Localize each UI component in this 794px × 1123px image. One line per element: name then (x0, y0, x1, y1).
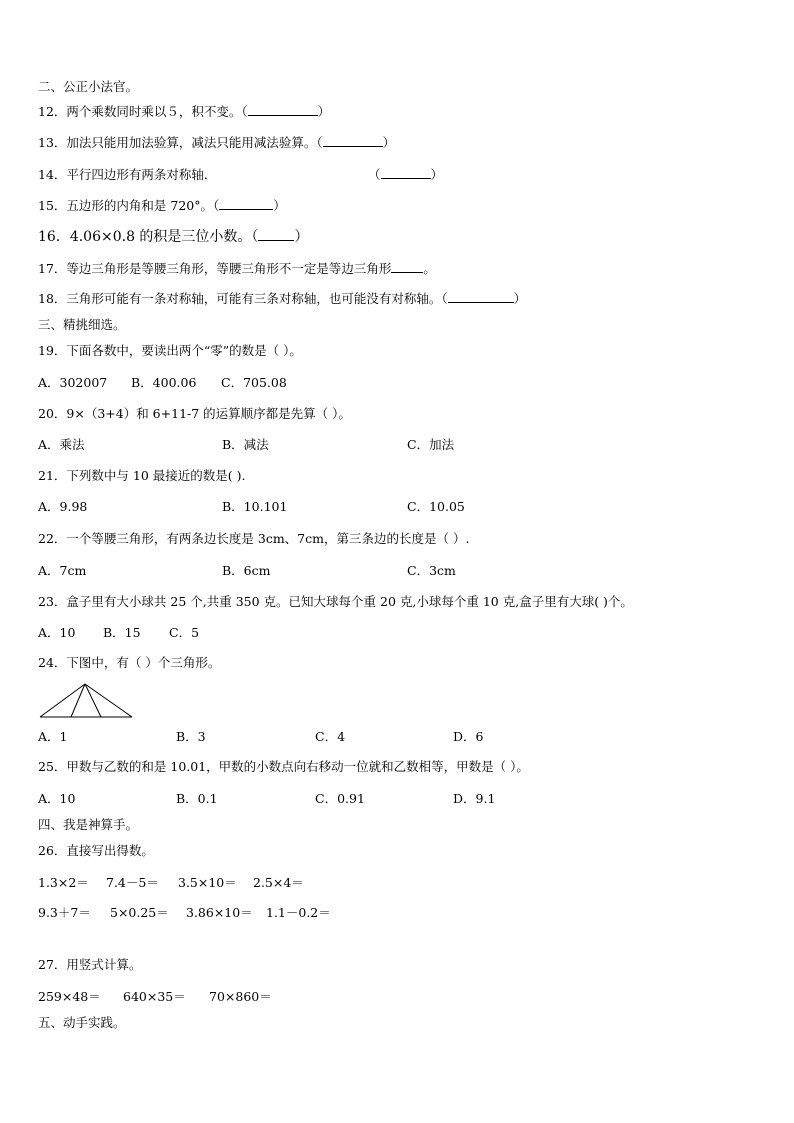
q20-option-a[interactable]: A．乘法 (38, 437, 85, 452)
question-18: 18．三角形可能有一条对称轴，可能有三条对称轴，也可能没有对称轴。（ ） (38, 291, 527, 306)
q26-expression: 5×0.25＝ (110, 905, 169, 920)
q26-expression: 9.3＋7＝ (38, 905, 91, 920)
q24-option-b[interactable]: B．3 (176, 729, 206, 744)
question-26: 26．直接写出得数。 (38, 843, 154, 858)
section-heading-judge: 二、公正小法官。 (38, 79, 139, 94)
question-17: 17．等边三角形是等腰三角形，等腰三角形不一定是等边三角形 。 (38, 261, 436, 276)
q24-option-c[interactable]: C．4 (315, 729, 346, 744)
q25-option-b[interactable]: B．0.1 (176, 791, 218, 806)
question-14: 14．平行四边形有两条对称轴． (38, 167, 217, 182)
q24-option-d[interactable]: D．6 (453, 729, 484, 744)
question-23: 23．盒子里有大小球共 25 个,共重 350 克。已知大球每个重 20 克,小球每个重 10 克,盒子里有大球( )个。 (38, 594, 633, 609)
question-12: 12．两个乘数同时乘以５，积不变。（ ） (38, 104, 331, 119)
q22-option-c[interactable]: C．3cm (407, 563, 456, 578)
q20-option-c[interactable]: C．加法 (407, 437, 455, 452)
q22-option-a[interactable]: A．7cm (38, 563, 87, 578)
question-20: 20．9×（3+4）和 6+11-7 的运算顺序都是先算（ ）。 (38, 406, 351, 421)
q26-expression: 1.3×2＝ (38, 875, 89, 890)
q21-option-c[interactable]: C．10.05 (407, 499, 465, 514)
figure-right-side (85, 684, 132, 717)
section-heading-practice: 五、动手实践。 (38, 1015, 126, 1030)
q26-expression: 3.86×10＝ (186, 905, 253, 920)
q26-expression: 7.4－5＝ (106, 875, 159, 890)
q19-option-a[interactable]: A．302007 (38, 375, 108, 390)
answer-blank[interactable] (258, 229, 294, 241)
q19-option-c[interactable]: C．705.08 (221, 375, 287, 390)
q22-option-b[interactable]: B．6cm (222, 563, 271, 578)
q27-expression: 70×860＝ (209, 989, 272, 1004)
q27-expression: 259×48＝ (38, 989, 101, 1004)
question-24: 24．下图中，有（ ）个三角形。 (38, 655, 221, 670)
q27-expression: 640×35＝ (123, 989, 186, 1004)
q21-option-a[interactable]: A．9.98 (38, 499, 88, 514)
q25-option-a[interactable]: A．10 (38, 791, 76, 806)
q23-option-c[interactable]: C．5 (169, 625, 200, 640)
question-19: 19．下面各数中，要读出两个“零”的数是（ ）。 (38, 343, 302, 358)
question-15: 15．五边形的内角和是 720°。（ ） (38, 198, 286, 213)
answer-blank[interactable] (248, 104, 318, 116)
q23-option-b[interactable]: B．15 (103, 625, 141, 640)
q23-option-a[interactable]: A．10 (38, 625, 76, 640)
question-13: 13．加法只能用加法验算，减法只能用减法验算。（ ） (38, 135, 396, 150)
q24-option-a[interactable]: A．1 (38, 729, 68, 744)
q26-expression: 3.5×10＝ (178, 875, 237, 890)
answer-blank[interactable] (448, 291, 514, 303)
answer-blank[interactable] (391, 261, 423, 273)
answer-blank[interactable] (323, 135, 383, 147)
question-16: 16．4.06×0.8 的积是三位小数。（ ） (38, 229, 309, 245)
q25-option-d[interactable]: D．9.1 (453, 791, 496, 806)
question-25: 25．甲数与乙数的和是 10.01，甲数的小数点向右移动一位就和乙数相等，甲数是（ ）。 (38, 759, 529, 774)
section-heading-calc: 四、我是神算手。 (38, 817, 139, 832)
q25-option-c[interactable]: C．0.91 (315, 791, 365, 806)
q19-option-b[interactable]: B．400.06 (131, 375, 197, 390)
q20-option-b[interactable]: B．减法 (222, 437, 269, 452)
q26-expression: 2.5×4＝ (253, 875, 304, 890)
figure-inner-line-2 (85, 684, 101, 717)
section-heading-choice: 三、精挑细选。 (38, 317, 126, 332)
q21-option-b[interactable]: B．10.101 (222, 499, 288, 514)
answer-blank[interactable] (381, 167, 431, 179)
question-22: 22．一个等腰三角形，有两条边长度是 3cm、7cm，第三条边的长度是（ ）. (38, 531, 470, 546)
question-27: 27．用竖式计算。 (38, 957, 142, 972)
q26-expression: 1.1－0.2＝ (266, 905, 331, 920)
question-14-paren: （ ） (368, 167, 444, 182)
triangle-figure (38, 682, 134, 720)
question-21: 21．下列数中与 10 最接近的数是( ). (38, 468, 246, 483)
answer-blank[interactable] (219, 198, 273, 210)
